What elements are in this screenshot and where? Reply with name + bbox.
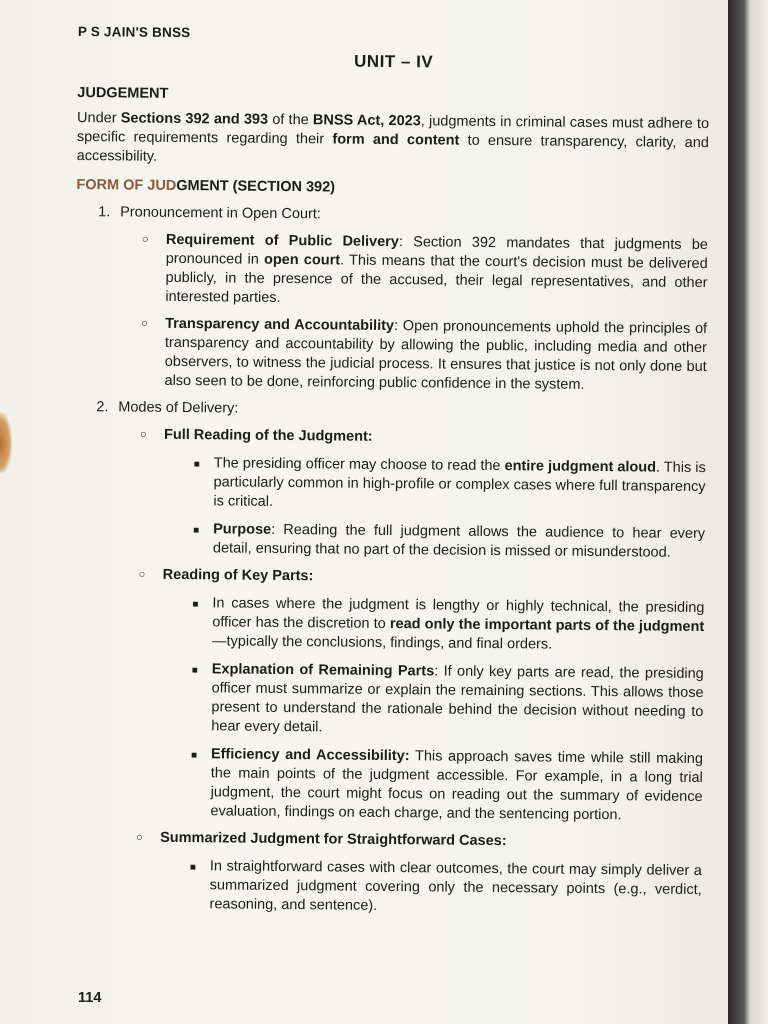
sub-item-transparency: ○ Transparency and Accountability: Open pronouncements uphold the principles of transparency and accountability by allowing the public, including media and other observers, to witness the judicial process. It ensures that justice is not only done but also seen to be done, reinforcing public confidence in the system. xyxy=(141,315,708,393)
square-bullet-icon: ■ xyxy=(193,459,200,471)
point-remaining-parts: ■ Explanation of Remaining Parts: If only key parts are read, the presiding officer must summarize or explain the remaining sections. This allows those present to understand the rationale behind the decision without needing to hear every detail. xyxy=(191,661,704,736)
square-bullet-icon: ■ xyxy=(190,750,198,762)
point-purpose: ■ Purpose: Reading the full judgment allows the audience to hear every detail, ensuring that no part of the decision is missed or misunderstood. xyxy=(193,521,706,561)
sub-item-public-delivery: ○ Requirement of Public Delivery: Section 392 mandates that judgments be pronounced in open court. This means that the court's decision must be delivered publicly, in the presence of the accused, their legal representatives, and other interested parties. xyxy=(141,231,708,306)
circle-bullet-icon: ○ xyxy=(139,428,147,441)
circle-bullet-icon: ○ xyxy=(138,568,146,581)
running-header: P S JAIN'S BNSS xyxy=(77,23,191,41)
point-lengthy-judgment: ■ In cases where the judgment is lengthy or highly technical, the presiding officer has the discretion to read only the important parts of the judgment—typically the conclusions, findings, and final orders. xyxy=(192,595,705,653)
sub-item-full-reading: ○ Full Reading of the Judgment: xyxy=(139,426,373,445)
list-item-pronouncement xyxy=(98,203,708,228)
section-title: JUDGEMENT xyxy=(77,84,169,102)
square-bullet-icon: ■ xyxy=(193,525,200,537)
square-bullet-icon: ■ xyxy=(192,599,199,611)
book-binding-edge xyxy=(728,0,768,1024)
intro-paragraph: Under Sections 392 and 393 of the BNSS Act, 2023, judgments in criminal cases must adhere to specific requirements regarding their form and content to ensure transparency, clarity, and accessibility. xyxy=(76,109,710,165)
point-efficiency: ■ Efficiency and Accessibility: This approach saves time while still making the main points of the judgment accessible. For example, in a long trial judgment, the court might focus on reading out the summary of evidence evaluation, findings on each charge, and the sentencing portion. xyxy=(190,746,704,824)
sub-item-summarized: ○ Summarized Judgment for Straightforward Cases: xyxy=(136,829,507,850)
page-tab-marker xyxy=(0,412,12,474)
circle-bullet-icon: ○ xyxy=(141,233,149,246)
page-number: 114 xyxy=(78,990,102,1006)
list-label: Modes of Delivery: xyxy=(118,399,239,417)
square-bullet-icon: ■ xyxy=(191,665,198,677)
page-content xyxy=(69,22,710,919)
circle-bullet-icon: ○ xyxy=(136,831,143,844)
form-of-judgment-heading: FORM OF JUDGMENT (SECTION 392) xyxy=(76,176,336,196)
list-number: 1. xyxy=(98,204,111,221)
point-entire-judgment: ■ The presiding officer may choose to read the entire judgment aloud. This is particularly common in high-profile or complex cases where full transparency is critical. xyxy=(193,455,706,510)
list-number: 2. xyxy=(96,399,109,416)
sub-item-key-parts: ○ Reading of Key Parts: xyxy=(138,566,314,585)
square-bullet-icon: ■ xyxy=(189,862,196,874)
point-straightforward: ■ In straightforward cases with clear outcomes, the court may simply deliver a summarized judgment covering only the necessary points (e.g., verdict, reasoning, and sentence). xyxy=(189,858,702,914)
list-item-modes xyxy=(96,398,706,423)
circle-bullet-icon: ○ xyxy=(141,317,148,330)
unit-title: UNIT – IV xyxy=(353,51,434,72)
list-label: Pronouncement in Open Court: xyxy=(120,204,321,223)
